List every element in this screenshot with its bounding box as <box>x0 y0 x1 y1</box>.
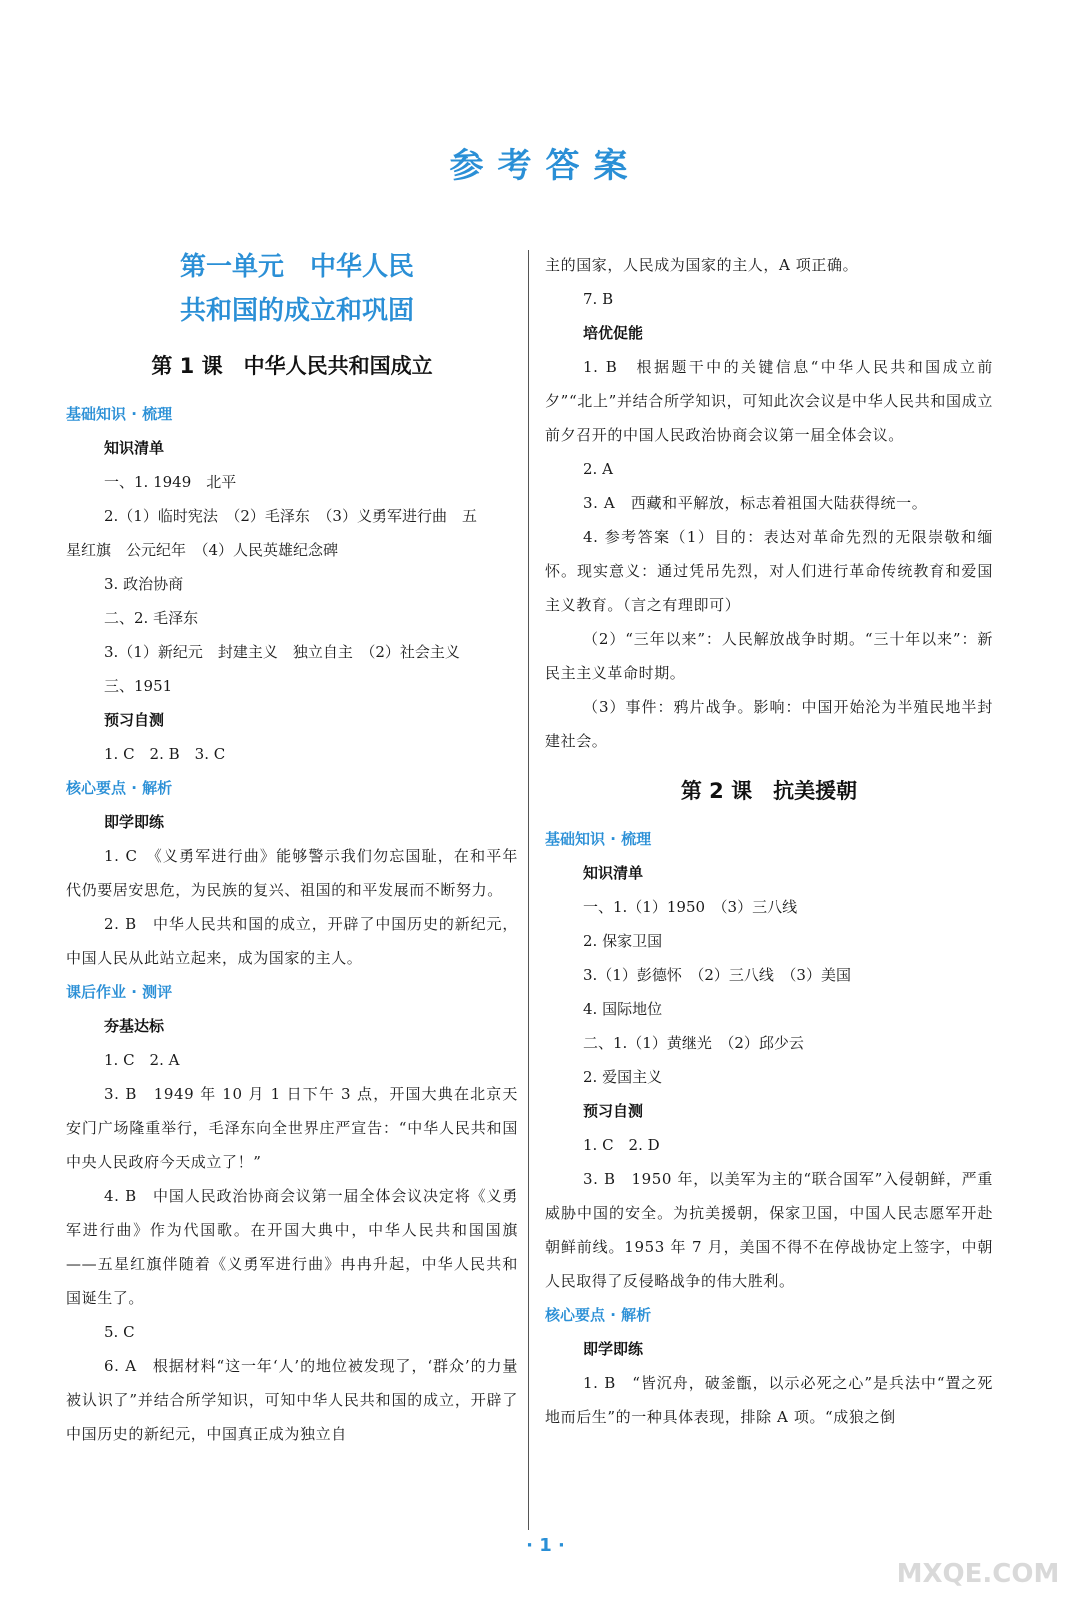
answer-line: 5. C <box>104 1323 135 1341</box>
answer-paragraph: 2. B 中华人民共和国的成立，开辟了中国历史的新纪元，中国人民从此站立起来，成为国家的主人。 <box>66 915 518 967</box>
answer-paragraph: （2）“三年以来”：人民解放战争时期。“三十年以来”：新民主主义革命时期。 <box>545 630 993 682</box>
answer-paragraph: 6. A 根据材料“这一年‘人’的地位被发现了，‘群众’的力量被认识了”并结合所学知识，可知中华人民共和国的成立，开辟了中国历史的新纪元，中国真正成为独立自 <box>66 1357 518 1443</box>
answer-line: 2. 保家卫国 <box>583 932 663 950</box>
subheading-excellence: 培优促能 <box>583 324 644 342</box>
answer-line: 二、2. 毛泽东 <box>104 609 199 627</box>
right-column <box>545 248 993 1434</box>
answer-line: 7. B <box>583 290 614 308</box>
answer-paragraph: 1. B 根据题干中的关键信息“中华人民共和国成立前夕”“北上”并结合所学知识，可知此次会议是中华人民共和国成立前夕召开的中国人民政治协商会议第一届全体会议。 <box>545 358 993 444</box>
subheading-preview-test: 预习自测 <box>104 711 165 729</box>
answer-line: 一、1. 1949 北平 <box>104 473 237 491</box>
answer-paragraph: 3. B 1950 年，以美军为主的“联合国军”入侵朝鲜，严重威胁中国的安全。为抗美援朝，保家卫国，中国人民志愿军开赴朝鲜前线。1953 年 7 月，美国不得不在停战协定上签字，中朝人民取得了反侵略战争的伟大胜利。 <box>545 1170 993 1290</box>
column-divider <box>528 250 529 1530</box>
answer-line: 3. 政治协商 <box>104 575 184 593</box>
answer-paragraph: 1. B “皆沉舟，破釜甑，以示必死之心”是兵法中“置之死地而后生”的一种具体表现，排除 A 项。“成狼之倒 <box>545 1374 993 1426</box>
lesson-2-title: 第 2 课 抗美援朝 <box>680 779 858 803</box>
answer-line: 二、1.（1）黄继光 （2）邱少云 <box>583 1034 804 1052</box>
answer-line: 1. C 2. A <box>104 1051 180 1069</box>
subheading-foundation: 夯基达标 <box>104 1017 165 1035</box>
answer-paragraph: 1. C 《义勇军进行曲》能够警示我们勿忘国耻，在和平年代仍要居安思危，为民族的复兴、祖国的和平发展而不断努力。 <box>66 847 518 899</box>
subheading-practice: 即学即练 <box>104 813 165 831</box>
answer-line: 2. 爱国主义 <box>583 1068 663 1086</box>
answer-paragraph: 主的国家，人民成为国家的主人，A 项正确。 <box>545 256 859 274</box>
unit-title-line-2: 共和国的成立和巩固 <box>179 296 414 326</box>
answer-paragraph: 4. B 中国人民政治协商会议第一届全体会议决定将《义勇军进行曲》作为代国歌。在开国大典中，中华人民共和国国旗——五星红旗伴随着《义勇军进行曲》冉冉升起，中华人民共和国诞生了。 <box>66 1187 518 1307</box>
answer-line: 一、1.（1）1950 （3）三八线 <box>583 898 798 916</box>
answer-paragraph: 3. B 1949 年 10 月 1 日下午 3 点，开国大典在北京天安门广场隆重举行，毛泽东向全世界庄严宣告：“中华人民共和国中央人民政府今天成立了！” <box>66 1085 518 1171</box>
watermark-logo <box>893 1522 1063 1592</box>
section-basic-knowledge: 基础知识 · 梳理 <box>545 830 652 848</box>
subheading-practice: 即学即练 <box>583 1340 644 1358</box>
answer-line: 2. A <box>583 460 613 478</box>
subheading-knowledge-list: 知识清单 <box>104 439 165 457</box>
answer-line: 星红旗 公元纪年 （4）人民英雄纪念碑 <box>66 541 339 559</box>
answer-line: 1. C 2. B 3. C <box>104 745 226 763</box>
watermark-text: MXQE.COM <box>896 1559 1060 1589</box>
lesson-1-title: 第 1 课 中华人民共和国成立 <box>151 354 433 378</box>
subheading-knowledge-list: 知识清单 <box>583 864 644 882</box>
unit-title-line-1: 第一单元 中华人民 <box>179 252 414 282</box>
answer-paragraph: 4. 参考答案（1）目的：表达对革命先烈的无限崇敬和缅怀。现实意义：通过凭吊先烈，对人们进行革命传统教育和爱国主义教育。（言之有理即可） <box>545 528 993 614</box>
section-core-points: 核心要点 · 解析 <box>66 779 173 797</box>
answer-line: 4. 国际地位 <box>583 1000 663 1018</box>
answer-line: 1. C 2. D <box>583 1136 660 1154</box>
unit-title <box>66 245 518 333</box>
section-core-points: 核心要点 · 解析 <box>545 1306 652 1324</box>
answer-paragraph: （3）事件：鸦片战争。影响：中国开始沦为半殖民地半封建社会。 <box>545 698 993 750</box>
page-title: 参考答案 <box>449 146 642 186</box>
answer-paragraph: 3. A 西藏和平解放，标志着祖国大陆获得统一。 <box>583 494 928 512</box>
answer-line: 3.（1）彭德怀 （2）三八线 （3）美国 <box>583 966 851 984</box>
answer-line: 三、1951 <box>104 677 173 695</box>
answer-line: 2.（1）临时宪法 （2）毛泽东 （3）义勇军进行曲 五 <box>104 507 477 525</box>
page-number: · 1 · <box>526 1535 565 1556</box>
subheading-preview-test: 预习自测 <box>583 1102 644 1120</box>
answer-line: 3.（1）新纪元 封建主义 独立自主 （2）社会主义 <box>104 643 460 661</box>
section-homework: 课后作业 · 测评 <box>66 983 173 1001</box>
section-basic-knowledge: 基础知识 · 梳理 <box>66 405 173 423</box>
left-column <box>66 245 518 1451</box>
